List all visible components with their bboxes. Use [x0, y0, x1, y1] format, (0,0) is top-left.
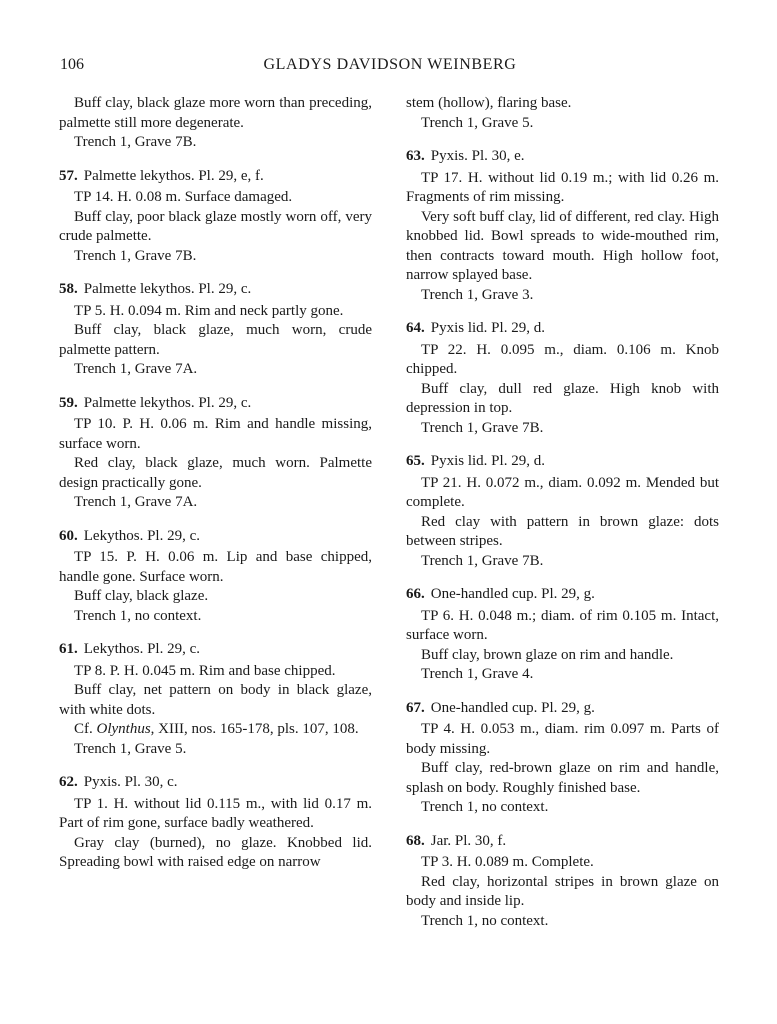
entry-description: Red clay with pattern in brown glaze: dots between stripes. — [406, 513, 719, 549]
entry-provenance: Trench 1, Grave 5. — [74, 740, 187, 757]
running-title: GLADYS DAVIDSON WEINBERG — [263, 56, 517, 73]
entry-measurements: TP 10. P. H. 0.06 m. Rim and handle missing, surface worn. — [59, 416, 372, 452]
entry-number: 68. — [406, 832, 425, 849]
entry-heading — [406, 452, 719, 472]
entry-heading — [406, 585, 719, 605]
entry-heading — [59, 640, 372, 660]
entry-reference — [59, 720, 372, 740]
entry-description: Buff clay, black glaze, much worn, crude palmette pattern. — [59, 322, 372, 358]
reference-prefix: Cf. — [74, 721, 97, 737]
catalog-entry-59 — [59, 394, 372, 513]
entry-provenance: Trench 1, Grave 7B. — [74, 247, 197, 264]
entry-title: One-handled cup. Pl. 29, g. — [430, 699, 595, 716]
entry-number: 61. — [59, 641, 78, 657]
catalog-entry-60 — [59, 527, 372, 627]
right-column — [406, 94, 719, 945]
entry-title: Palmette lekythos. Pl. 29, c. — [83, 281, 252, 297]
entry-heading — [59, 773, 372, 793]
entry-description: Gray clay (burned), no glaze. Knobbed lid. Spreading bowl with raised edge on narrow — [59, 834, 372, 870]
entry-provenance: Trench 1, no context. — [421, 799, 549, 815]
entry-heading — [59, 527, 372, 547]
catalog-entry-64 — [406, 319, 719, 438]
entry-measurements: TP 15. P. H. 0.06 m. Lip and base chipped, handle gone. Surface worn. — [59, 549, 372, 585]
catalog-entry-65 — [406, 452, 719, 571]
entry-measurements: TP 3. H. 0.089 m. Complete. — [421, 854, 594, 870]
entry-provenance: Trench 1, Grave 7B. — [421, 552, 544, 569]
entry-provenance: Trench 1, Grave 7B. — [74, 134, 197, 150]
entry-provenance: Trench 1, Grave 7B. — [421, 419, 544, 436]
entry-title: Pyxis lid. Pl. 29, d. — [430, 453, 545, 469]
entry-measurements: TP 14. H. 0.08 m. Surface damaged. — [74, 189, 293, 205]
catalog-entry-61 — [59, 640, 372, 759]
entry-description: Buff clay, dull red glaze. High knob with depression in top. — [406, 380, 719, 416]
catalog-entry-67 — [406, 699, 719, 818]
entry-provenance: Trench 1, Grave 7A. — [74, 361, 198, 377]
entry-provenance: Trench 1, Grave 3. — [421, 286, 534, 303]
entry-number: 62. — [59, 774, 78, 790]
entry-measurements: TP 4. H. 0.053 m., diam. rim 0.097 m. Parts of body missing. — [406, 721, 719, 757]
entry-number: 67. — [406, 699, 425, 716]
entry-measurements: TP 21. H. 0.072 m., diam. 0.092 m. Mended but complete. — [406, 474, 719, 510]
entry-number: 64. — [406, 320, 425, 336]
entry-description: Very soft buff clay, lid of different, red clay. High knobbed lid. Bowl spreads to wide-mouthed rim, then contracts toward mouth. High hollow foot, narrow splayed base. — [406, 208, 719, 283]
entry-description: Buff clay, black glaze. — [74, 588, 209, 604]
catalog-entry-63 — [406, 147, 719, 305]
catalog-entry-66 — [406, 585, 719, 685]
entry-number: 58. — [59, 281, 78, 297]
entry-62-continued — [406, 94, 719, 133]
reference-publication: Olynthus — [96, 721, 151, 737]
entry-measurements: TP 22. H. 0.095 m., diam. 0.106 m. Knob chipped. — [406, 341, 719, 377]
entry-heading — [59, 167, 372, 187]
entry-title: Lekythos. Pl. 29, c. — [83, 641, 200, 657]
reference-details: , XIII, nos. 165-178, pls. 107, 108. — [150, 721, 359, 737]
entry-number: 59. — [59, 394, 78, 411]
entry-title: Palmette lekythos. Pl. 29, e, f. — [83, 167, 264, 184]
catalog-entry-68 — [406, 832, 719, 932]
catalog-entry-57 — [59, 167, 372, 267]
entry-number: 63. — [406, 148, 425, 164]
entry-heading — [406, 699, 719, 719]
entry-heading — [59, 394, 372, 414]
entry-measurements: TP 5. H. 0.094 m. Rim and neck partly gone. — [74, 302, 344, 319]
entry-heading — [59, 280, 372, 300]
entry-heading — [406, 147, 719, 167]
entry-heading — [406, 832, 719, 852]
entry-description: Buff clay, net pattern on body in black glaze, with white dots. — [59, 682, 372, 718]
entry-title: Pyxis lid. Pl. 29, d. — [430, 320, 545, 336]
entry-description-continued: stem (hollow), flaring base. — [406, 95, 572, 111]
page-number: 106 — [60, 56, 84, 73]
entry-title: One-handled cup. Pl. 29, g. — [430, 586, 595, 602]
entry-title: Pyxis. Pl. 30, e. — [430, 148, 525, 164]
entry-provenance: Trench 1, Grave 4. — [421, 666, 534, 682]
entry-measurements: TP 17. H. without lid 0.19 m.; with lid 0.26 m. Fragments of rim missing. — [406, 169, 719, 205]
entry-heading — [406, 319, 719, 339]
left-column — [59, 94, 372, 887]
entry-description: Buff clay, black glaze more worn than preceding, palmette still more degenerate. — [59, 95, 372, 131]
entry-measurements: TP 6. H. 0.048 m.; diam. of rim 0.105 m. Intact, surface worn. — [406, 607, 719, 643]
entry-measurements: TP 8. P. H. 0.045 m. Rim and base chipped. — [74, 662, 336, 679]
entry-provenance: Trench 1, no context. — [421, 912, 549, 929]
entry-title: Palmette lekythos. Pl. 29, c. — [83, 394, 252, 411]
entry-measurements: TP 1. H. without lid 0.115 m., with lid 0.17 m. Part of rim gone, surface badly weathered. — [59, 795, 372, 831]
entry-description: Buff clay, red-brown glaze on rim and handle, splash on body. Roughly finished base. — [406, 760, 719, 796]
catalog-entry-58 — [59, 280, 372, 380]
entry-title: Lekythos. Pl. 29, c. — [83, 527, 200, 544]
entry-number: 57. — [59, 167, 78, 184]
catalog-entry-62 — [59, 773, 372, 873]
entry-provenance: Trench 1, Grave 5. — [421, 114, 534, 131]
entry-description: Buff clay, poor black glaze mostly worn off, very crude palmette. — [59, 208, 372, 244]
entry-title: Pyxis. Pl. 30, c. — [83, 774, 178, 790]
entry-provenance: Trench 1, no context. — [74, 607, 202, 624]
entry-number: 66. — [406, 586, 425, 602]
entry-56-continued — [59, 94, 372, 153]
entry-description: Red clay, horizontal stripes in brown glaze on body and inside lip. — [406, 873, 719, 909]
entry-description: Buff clay, brown glaze on rim and handle. — [421, 646, 674, 663]
entry-number: 60. — [59, 527, 78, 544]
entry-title: Jar. Pl. 30, f. — [430, 832, 507, 849]
entry-provenance: Trench 1, Grave 7A. — [74, 494, 198, 510]
entry-description: Red clay, black glaze, much worn. Palmette design practically gone. — [59, 455, 372, 491]
running-head — [60, 56, 720, 80]
entry-number: 65. — [406, 453, 425, 469]
